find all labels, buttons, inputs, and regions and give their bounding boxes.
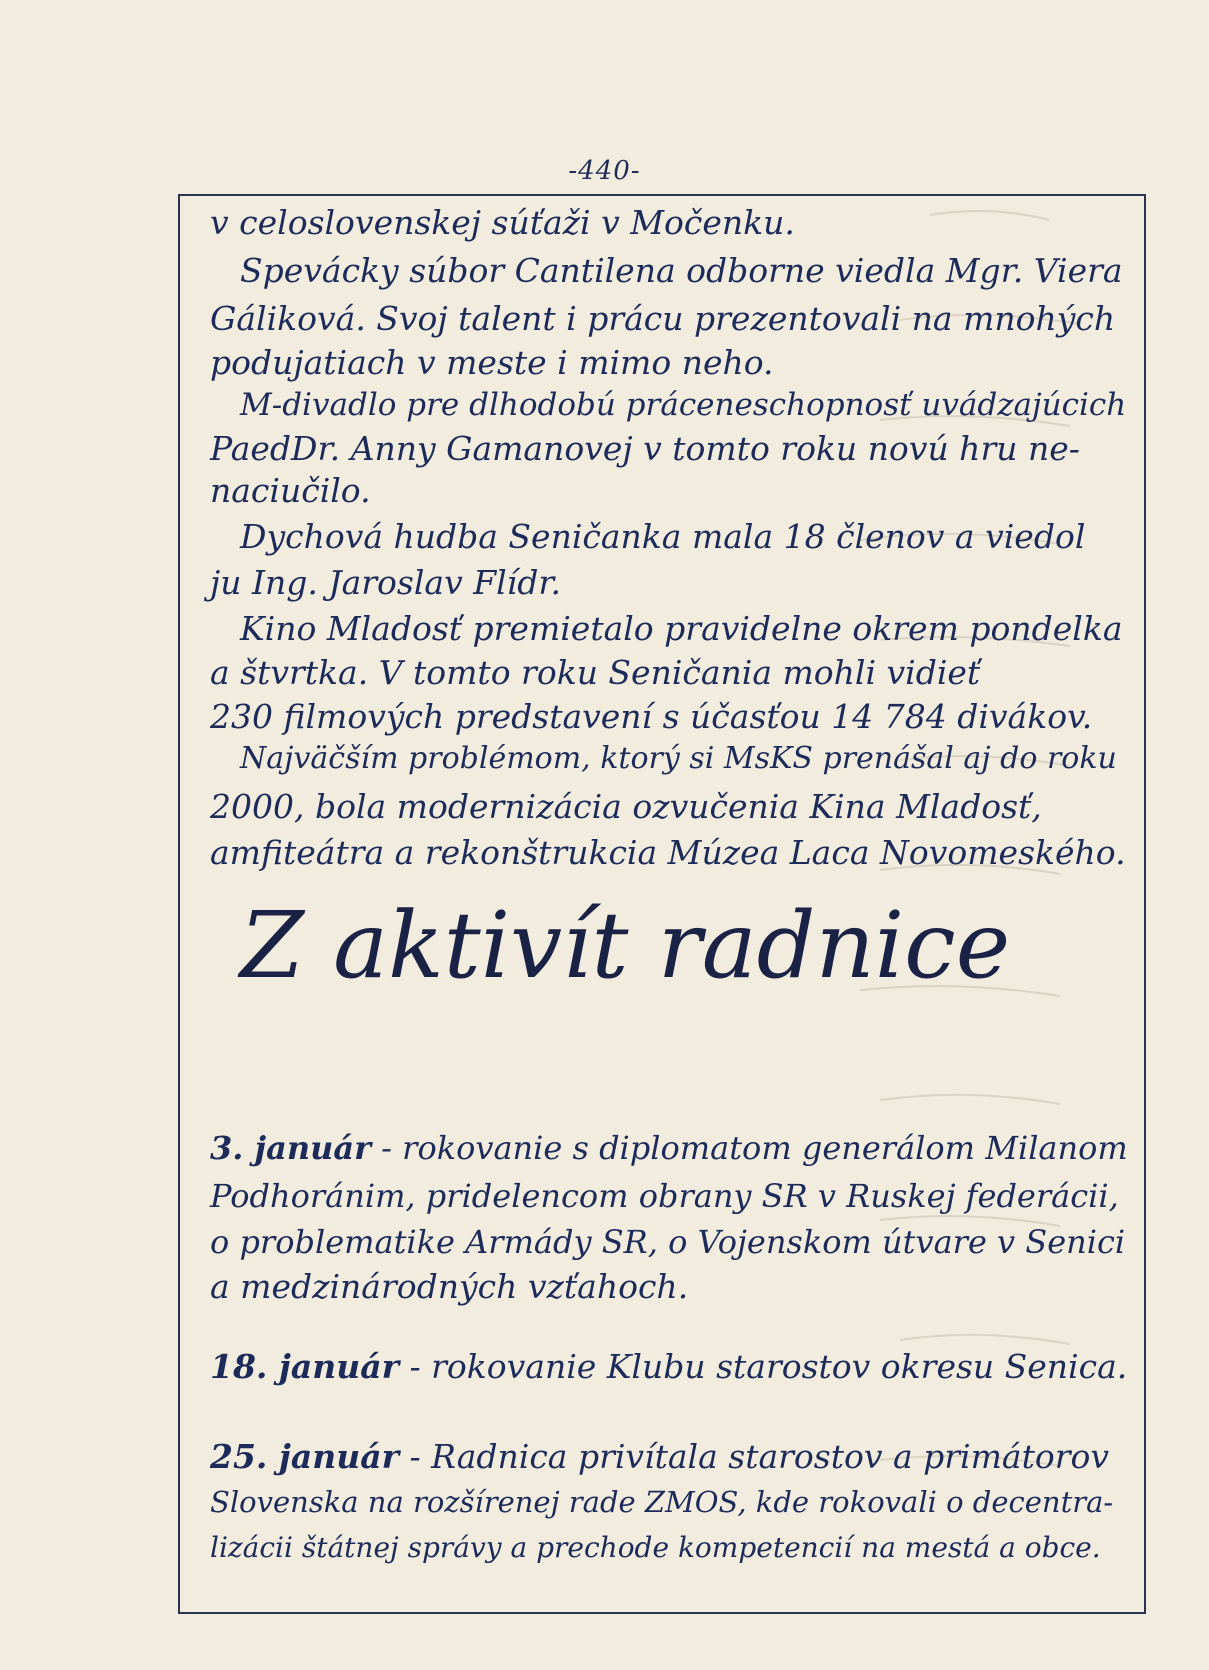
entry-first-line: [210, 1347, 1128, 1386]
entry-line: Slovenska na rozšírenej rade ZMOS, kde rokovali o decentra-: [210, 1485, 1114, 1519]
section-heading: Z aktivít radnice: [240, 892, 1011, 999]
entry-text: - rokovanie Klubu starostov okresu Senica.: [398, 1347, 1128, 1386]
entry-text: - Radnica privítala starostov a primátorov: [398, 1437, 1109, 1476]
text-line: podujatiach v meste i mimo neho.: [210, 343, 774, 382]
text-line: naciučilo.: [210, 471, 371, 510]
text-line: a štvrtka. V tomto roku Seničania mohli vidieť: [210, 653, 981, 692]
text-line: v celoslovenskej súťaži v Močenku.: [210, 203, 795, 242]
entry-first-line: [210, 1129, 1128, 1167]
page-number: -440-: [568, 156, 641, 186]
text-line: ju Ing. Jaroslav Flídr.: [210, 563, 561, 602]
text-line: Dychová hudba Seničanka mala 18 členov a viedol: [240, 517, 1086, 556]
entry-date: 18. január: [210, 1347, 399, 1386]
entry-line: a medzinárodných vzťahoch.: [210, 1267, 689, 1306]
entry-line: o problematike Armády SR, o Vojenskom útvare v Senici: [210, 1223, 1126, 1261]
text-line: PaedDr. Anny Gamanovej v tomto roku novú hru ne-: [210, 429, 1080, 468]
text-line: Spevácky súbor Cantilena odborne viedla Mgr. Viera: [240, 251, 1123, 290]
entry-date: 3. január: [210, 1129, 371, 1167]
entry-text: - rokovanie s diplomatom generálom Milanom: [370, 1129, 1128, 1167]
text-line: amfiteátra a rekonštrukcia Múzea Laca Novomeského.: [210, 833, 1126, 872]
entry-date: 25. január: [210, 1437, 399, 1476]
text-line: Kino Mladosť premietalo pravidelne okrem pondelka: [240, 609, 1123, 648]
text-line: 230 filmových predstavení s účasťou 14 784 divákov.: [210, 697, 1093, 736]
text-line: Najväčším problémom, ktorý si MsKS prenášal aj do roku: [240, 741, 1117, 776]
text-line: 2000, bola modernizácia ozvučenia Kina Mladosť,: [210, 787, 1042, 826]
entry-line: Podhoránim, pridelencom obrany SR v Ruskej federácii,: [210, 1177, 1119, 1215]
text-line: Gáliková. Svoj talent i prácu prezentovali na mnohých: [210, 299, 1116, 338]
entry-first-line: [210, 1437, 1109, 1476]
entry-line: lizácii štátnej správy a prechode kompetencií na mestá a obce.: [210, 1531, 1101, 1564]
text-line: M-divadlo pre dlhodobú práceneschopnosť uvádzajúcich: [240, 387, 1127, 423]
